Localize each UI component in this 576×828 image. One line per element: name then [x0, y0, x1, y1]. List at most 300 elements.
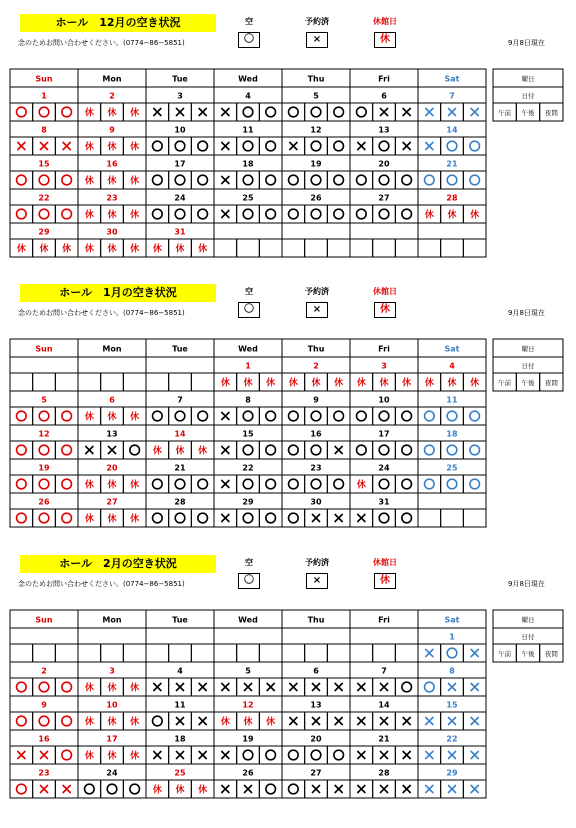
reserved-mark	[312, 785, 320, 793]
slot-cell[interactable]	[463, 475, 486, 493]
available-mark	[153, 175, 163, 185]
slot-cell[interactable]	[395, 678, 418, 696]
slot-cell[interactable]	[350, 205, 373, 223]
slot-cell[interactable]	[146, 475, 169, 493]
slot-cell[interactable]	[395, 441, 418, 459]
slot-cell[interactable]	[305, 137, 328, 155]
slot-cell[interactable]	[10, 373, 33, 391]
slot-cell[interactable]	[282, 780, 305, 798]
slot-cell[interactable]	[123, 644, 146, 662]
slot-cell[interactable]	[305, 746, 328, 764]
slot-cell[interactable]	[463, 441, 486, 459]
slot-cell[interactable]	[441, 644, 464, 662]
slot-cell[interactable]	[463, 239, 486, 257]
slot-cell[interactable]	[418, 475, 441, 493]
reserved-mark	[221, 480, 229, 488]
slot-cell[interactable]	[78, 644, 101, 662]
slot-cell[interactable]	[373, 475, 396, 493]
reserved-mark	[471, 785, 479, 793]
slot-cell[interactable]	[373, 441, 396, 459]
slot-cell[interactable]	[350, 239, 373, 257]
slot-cell[interactable]	[191, 373, 214, 391]
reserved-mark	[221, 785, 229, 793]
slot-cell[interactable]	[305, 441, 328, 459]
slot-cell[interactable]	[327, 746, 350, 764]
slot-cell[interactable]	[282, 171, 305, 189]
available-mark	[311, 107, 321, 117]
available-mark	[334, 479, 344, 489]
slot-cell[interactable]	[78, 780, 101, 798]
slot-cell[interactable]	[169, 407, 192, 425]
available-mark	[266, 750, 276, 760]
slot-cell[interactable]	[282, 475, 305, 493]
slot-cell[interactable]	[101, 644, 124, 662]
slot-cell[interactable]	[350, 171, 373, 189]
closed-mark: 休	[84, 751, 94, 762]
slot-cell[interactable]	[418, 509, 441, 527]
slot-cell[interactable]	[418, 407, 441, 425]
slot-cell[interactable]	[305, 475, 328, 493]
date-number: 11	[174, 700, 186, 710]
slot-cell[interactable]	[259, 137, 282, 155]
slot-cell[interactable]	[282, 441, 305, 459]
closed-mark: 休	[84, 210, 94, 221]
date-number: 12	[38, 429, 50, 439]
slot-cell[interactable]	[101, 373, 124, 391]
available-mark	[175, 411, 185, 421]
date-number: 15	[446, 700, 458, 710]
closed-mark: 休	[107, 108, 117, 119]
date-number: 20	[106, 463, 118, 473]
slot-cell[interactable]	[169, 373, 192, 391]
slot-cell[interactable]	[282, 509, 305, 527]
closed-mark: 休	[470, 378, 480, 389]
slot-cell[interactable]	[373, 239, 396, 257]
closed-mark: 休	[130, 142, 140, 153]
available-mark	[402, 209, 412, 219]
date-number: 1	[449, 632, 455, 642]
slot-cell[interactable]	[259, 780, 282, 798]
slot-cell[interactable]	[10, 171, 33, 189]
slot-cell[interactable]	[237, 746, 260, 764]
slot-cell[interactable]	[373, 205, 396, 223]
slot-cell[interactable]	[259, 103, 282, 121]
slot-cell[interactable]	[101, 780, 124, 798]
slot-cell[interactable]	[10, 712, 33, 730]
slot-cell[interactable]	[146, 137, 169, 155]
slot-cell[interactable]	[305, 103, 328, 121]
available-mark	[243, 513, 253, 523]
closed-mark: 休	[311, 378, 321, 389]
closed-mark: 休	[16, 244, 26, 255]
slot-cell[interactable]	[33, 441, 56, 459]
slot-cell[interactable]	[327, 137, 350, 155]
weekday-mon: Mon	[102, 344, 122, 354]
reserved-mark	[289, 142, 297, 150]
side-slot-label: 午後	[521, 109, 535, 117]
slot-cell[interactable]	[10, 678, 33, 696]
available-mark	[425, 682, 435, 692]
available-mark	[470, 479, 480, 489]
reserved-mark	[199, 751, 207, 759]
available-mark	[62, 682, 72, 692]
date-cell	[282, 628, 350, 644]
slot-cell[interactable]	[237, 171, 260, 189]
side-slot-label: 午後	[521, 650, 535, 658]
available-mark	[17, 479, 27, 489]
slot-cell[interactable]	[305, 644, 328, 662]
slot-cell[interactable]	[191, 509, 214, 527]
reserved-mark	[471, 683, 479, 691]
available-mark	[334, 175, 344, 185]
available-mark	[289, 513, 299, 523]
available-mark	[334, 750, 344, 760]
slot-cell[interactable]	[395, 509, 418, 527]
closed-mark: 休	[243, 378, 253, 389]
available-mark	[334, 107, 344, 117]
slot-cell[interactable]	[373, 407, 396, 425]
slot-cell[interactable]	[441, 509, 464, 527]
slot-cell[interactable]	[55, 407, 78, 425]
slot-cell[interactable]	[55, 509, 78, 527]
slot-cell[interactable]	[33, 712, 56, 730]
slot-cell[interactable]	[33, 678, 56, 696]
slot-cell[interactable]	[10, 205, 33, 223]
date-number: 22	[242, 463, 254, 473]
slot-cell[interactable]	[237, 441, 260, 459]
reserved-mark	[40, 142, 48, 150]
slot-cell[interactable]	[441, 407, 464, 425]
slot-cell[interactable]	[350, 103, 373, 121]
date-number: 6	[381, 91, 387, 101]
slot-cell[interactable]	[259, 407, 282, 425]
closed-mark: 休	[198, 446, 208, 457]
slot-cell[interactable]	[191, 644, 214, 662]
reserved-mark	[471, 751, 479, 759]
available-mark	[289, 445, 299, 455]
reserved-mark	[380, 108, 388, 116]
slot-cell[interactable]	[55, 712, 78, 730]
slot-cell[interactable]	[305, 407, 328, 425]
slot-cell[interactable]	[463, 171, 486, 189]
side-weekday-label: 曜日	[521, 616, 535, 624]
slot-cell[interactable]	[191, 475, 214, 493]
reserved-mark	[471, 717, 479, 725]
slot-cell[interactable]	[259, 509, 282, 527]
slot-cell[interactable]	[327, 644, 350, 662]
closed-mark: 休	[424, 210, 434, 221]
slot-cell[interactable]	[55, 644, 78, 662]
closed-mark: 休	[130, 683, 140, 694]
available-mark	[266, 479, 276, 489]
slot-cell[interactable]	[282, 103, 305, 121]
slot-cell[interactable]	[327, 205, 350, 223]
reserved-mark	[312, 683, 320, 691]
slot-cell[interactable]	[282, 239, 305, 257]
available-mark	[311, 175, 321, 185]
slot-cell[interactable]	[418, 239, 441, 257]
closed-mark: 休	[84, 108, 94, 119]
slot-cell[interactable]	[373, 137, 396, 155]
slot-cell[interactable]	[146, 171, 169, 189]
slot-cell[interactable]	[350, 441, 373, 459]
reserved-mark	[403, 142, 411, 150]
slot-cell[interactable]	[373, 509, 396, 527]
reserved-mark	[40, 751, 48, 759]
date-number: 26	[242, 768, 254, 778]
slot-cell[interactable]	[327, 171, 350, 189]
weekday-tue: Tue	[172, 615, 188, 625]
slot-cell[interactable]	[282, 205, 305, 223]
slot-cell[interactable]	[191, 205, 214, 223]
slot-cell[interactable]	[10, 103, 33, 121]
closed-mark: 休	[152, 446, 162, 457]
slot-cell[interactable]	[259, 746, 282, 764]
slot-cell[interactable]	[305, 171, 328, 189]
reserved-mark	[448, 108, 456, 116]
slot-cell[interactable]	[146, 407, 169, 425]
date-number: 25	[242, 193, 254, 203]
contact-note: 念のためお問い合わせください。(0774−86−5851)	[18, 39, 185, 47]
slot-cell[interactable]	[146, 712, 169, 730]
slot-cell[interactable]	[10, 407, 33, 425]
slot-cell[interactable]	[463, 407, 486, 425]
slot-cell[interactable]	[237, 205, 260, 223]
slot-cell[interactable]	[55, 205, 78, 223]
slot-cell[interactable]	[146, 644, 169, 662]
slot-cell[interactable]	[33, 205, 56, 223]
closed-mark: 休	[175, 446, 185, 457]
reserved-mark	[176, 108, 184, 116]
side-date-label: 日付	[521, 362, 535, 370]
slot-cell[interactable]	[237, 644, 260, 662]
available-mark	[334, 141, 344, 151]
slot-cell[interactable]	[350, 407, 373, 425]
slot-cell[interactable]	[237, 407, 260, 425]
slot-cell[interactable]	[78, 373, 101, 391]
slot-cell[interactable]	[33, 644, 56, 662]
slot-cell[interactable]	[395, 171, 418, 189]
slot-cell[interactable]	[214, 644, 237, 662]
slot-cell[interactable]	[373, 171, 396, 189]
available-mark	[311, 479, 321, 489]
available-mark	[470, 175, 480, 185]
available-mark	[198, 513, 208, 523]
slot-cell[interactable]	[191, 407, 214, 425]
available-mark	[153, 209, 163, 219]
slot-cell[interactable]	[463, 137, 486, 155]
slot-cell[interactable]	[123, 373, 146, 391]
slot-cell[interactable]	[418, 678, 441, 696]
closed-mark: 休	[470, 210, 480, 221]
slot-cell[interactable]	[327, 239, 350, 257]
slot-cell[interactable]	[10, 475, 33, 493]
side-weekday-label: 曜日	[521, 75, 535, 83]
slot-cell[interactable]	[33, 373, 56, 391]
slot-cell[interactable]	[55, 373, 78, 391]
slot-cell[interactable]	[305, 205, 328, 223]
slot-cell[interactable]	[169, 137, 192, 155]
available-mark	[62, 513, 72, 523]
slot-cell[interactable]	[146, 509, 169, 527]
slot-cell[interactable]	[123, 780, 146, 798]
slot-cell[interactable]	[441, 137, 464, 155]
slot-cell[interactable]	[395, 239, 418, 257]
slot-cell[interactable]	[259, 171, 282, 189]
slot-cell[interactable]	[259, 475, 282, 493]
slot-cell[interactable]	[327, 407, 350, 425]
slot-cell[interactable]	[33, 475, 56, 493]
slot-cell[interactable]	[55, 475, 78, 493]
slot-cell[interactable]	[237, 475, 260, 493]
date-number: 2	[313, 361, 319, 371]
slot-cell[interactable]	[33, 103, 56, 121]
slot-cell[interactable]	[55, 678, 78, 696]
date-number: 17	[106, 734, 118, 744]
available-mark	[243, 750, 253, 760]
closed-mark: 休	[356, 480, 366, 491]
slot-cell[interactable]	[259, 239, 282, 257]
date-number: 2	[41, 666, 47, 676]
available-mark	[379, 445, 389, 455]
available-mark	[357, 175, 367, 185]
contact-note: 念のためお問い合わせください。(0774−86−5851)	[18, 580, 185, 588]
reserved-mark	[85, 446, 93, 454]
date-number: 13	[378, 125, 390, 135]
closed-mark: 休	[379, 378, 389, 389]
available-mark	[17, 682, 27, 692]
slot-cell[interactable]	[327, 103, 350, 121]
slot-cell[interactable]	[10, 441, 33, 459]
available-mark	[402, 513, 412, 523]
slot-cell[interactable]	[441, 475, 464, 493]
slot-cell[interactable]	[123, 441, 146, 459]
date-number: 20	[378, 159, 390, 169]
slot-cell[interactable]	[169, 509, 192, 527]
slot-cell[interactable]	[237, 103, 260, 121]
slot-cell[interactable]	[237, 239, 260, 257]
date-number: 27	[378, 193, 390, 203]
available-mark	[266, 107, 276, 117]
reserved-mark	[221, 683, 229, 691]
slot-cell[interactable]	[191, 171, 214, 189]
slot-cell[interactable]	[33, 407, 56, 425]
slot-cell[interactable]	[237, 509, 260, 527]
slot-cell[interactable]	[395, 475, 418, 493]
slot-cell[interactable]	[10, 509, 33, 527]
reserved-mark	[335, 446, 343, 454]
available-mark	[266, 209, 276, 219]
slot-cell[interactable]	[441, 441, 464, 459]
available-mark	[266, 513, 276, 523]
slot-cell[interactable]	[10, 644, 33, 662]
reserved-mark	[357, 717, 365, 725]
available-mark	[425, 175, 435, 185]
slot-cell[interactable]	[441, 171, 464, 189]
available-mark	[379, 411, 389, 421]
date-number: 12	[242, 700, 254, 710]
closed-mark: 休	[84, 244, 94, 255]
slot-cell[interactable]	[55, 746, 78, 764]
slot-cell[interactable]	[33, 171, 56, 189]
available-mark	[62, 716, 72, 726]
slot-cell[interactable]	[237, 137, 260, 155]
slot-cell[interactable]	[10, 780, 33, 798]
slot-cell[interactable]	[463, 509, 486, 527]
available-mark	[470, 411, 480, 421]
slot-cell[interactable]	[282, 407, 305, 425]
slot-cell[interactable]	[327, 475, 350, 493]
date-number: 19	[38, 463, 50, 473]
date-cell	[146, 628, 214, 644]
slot-cell[interactable]	[350, 644, 373, 662]
slot-cell[interactable]	[55, 441, 78, 459]
legend-available-label: 空	[245, 287, 253, 296]
slot-cell[interactable]	[214, 239, 237, 257]
slot-cell[interactable]	[146, 205, 169, 223]
slot-cell[interactable]	[418, 171, 441, 189]
slot-cell[interactable]	[395, 644, 418, 662]
date-number: 5	[41, 395, 47, 405]
date-number: 7	[449, 91, 455, 101]
slot-cell[interactable]	[169, 644, 192, 662]
available-mark	[447, 141, 457, 151]
date-cell	[350, 628, 418, 644]
available-mark	[62, 750, 72, 760]
reserved-mark	[357, 751, 365, 759]
slot-cell[interactable]	[33, 509, 56, 527]
slot-cell[interactable]	[441, 239, 464, 257]
slot-cell[interactable]	[395, 407, 418, 425]
slot-cell[interactable]	[55, 171, 78, 189]
available-mark	[311, 750, 321, 760]
slot-cell[interactable]	[282, 644, 305, 662]
slot-cell[interactable]	[191, 137, 214, 155]
slot-cell[interactable]	[169, 171, 192, 189]
legend-available-mark: 〇	[238, 32, 260, 48]
date-number: 15	[242, 429, 254, 439]
legend-reserved-label: 予約済	[305, 17, 329, 26]
available-mark	[402, 411, 412, 421]
slot-cell[interactable]	[259, 644, 282, 662]
slot-cell[interactable]	[259, 441, 282, 459]
slot-cell[interactable]	[55, 103, 78, 121]
slot-cell[interactable]	[169, 475, 192, 493]
date-cell	[418, 223, 486, 239]
weekday-sat: Sat	[444, 344, 460, 354]
available-mark	[62, 175, 72, 185]
available-mark	[289, 750, 299, 760]
available-mark	[379, 141, 389, 151]
available-mark	[39, 513, 49, 523]
closed-mark: 休	[220, 378, 230, 389]
slot-cell[interactable]	[146, 373, 169, 391]
slot-cell[interactable]	[395, 205, 418, 223]
date-number: 7	[381, 666, 387, 676]
legend-reserved-mark: ×	[306, 32, 328, 48]
slot-cell[interactable]	[259, 205, 282, 223]
slot-cell[interactable]	[305, 239, 328, 257]
closed-mark: 休	[107, 176, 117, 187]
slot-cell[interactable]	[373, 644, 396, 662]
slot-cell[interactable]	[282, 746, 305, 764]
weekday-wed: Wed	[238, 74, 258, 84]
reserved-mark	[199, 683, 207, 691]
available-mark	[17, 175, 27, 185]
slot-cell[interactable]	[169, 205, 192, 223]
slot-cell[interactable]	[418, 441, 441, 459]
reserved-mark	[425, 785, 433, 793]
